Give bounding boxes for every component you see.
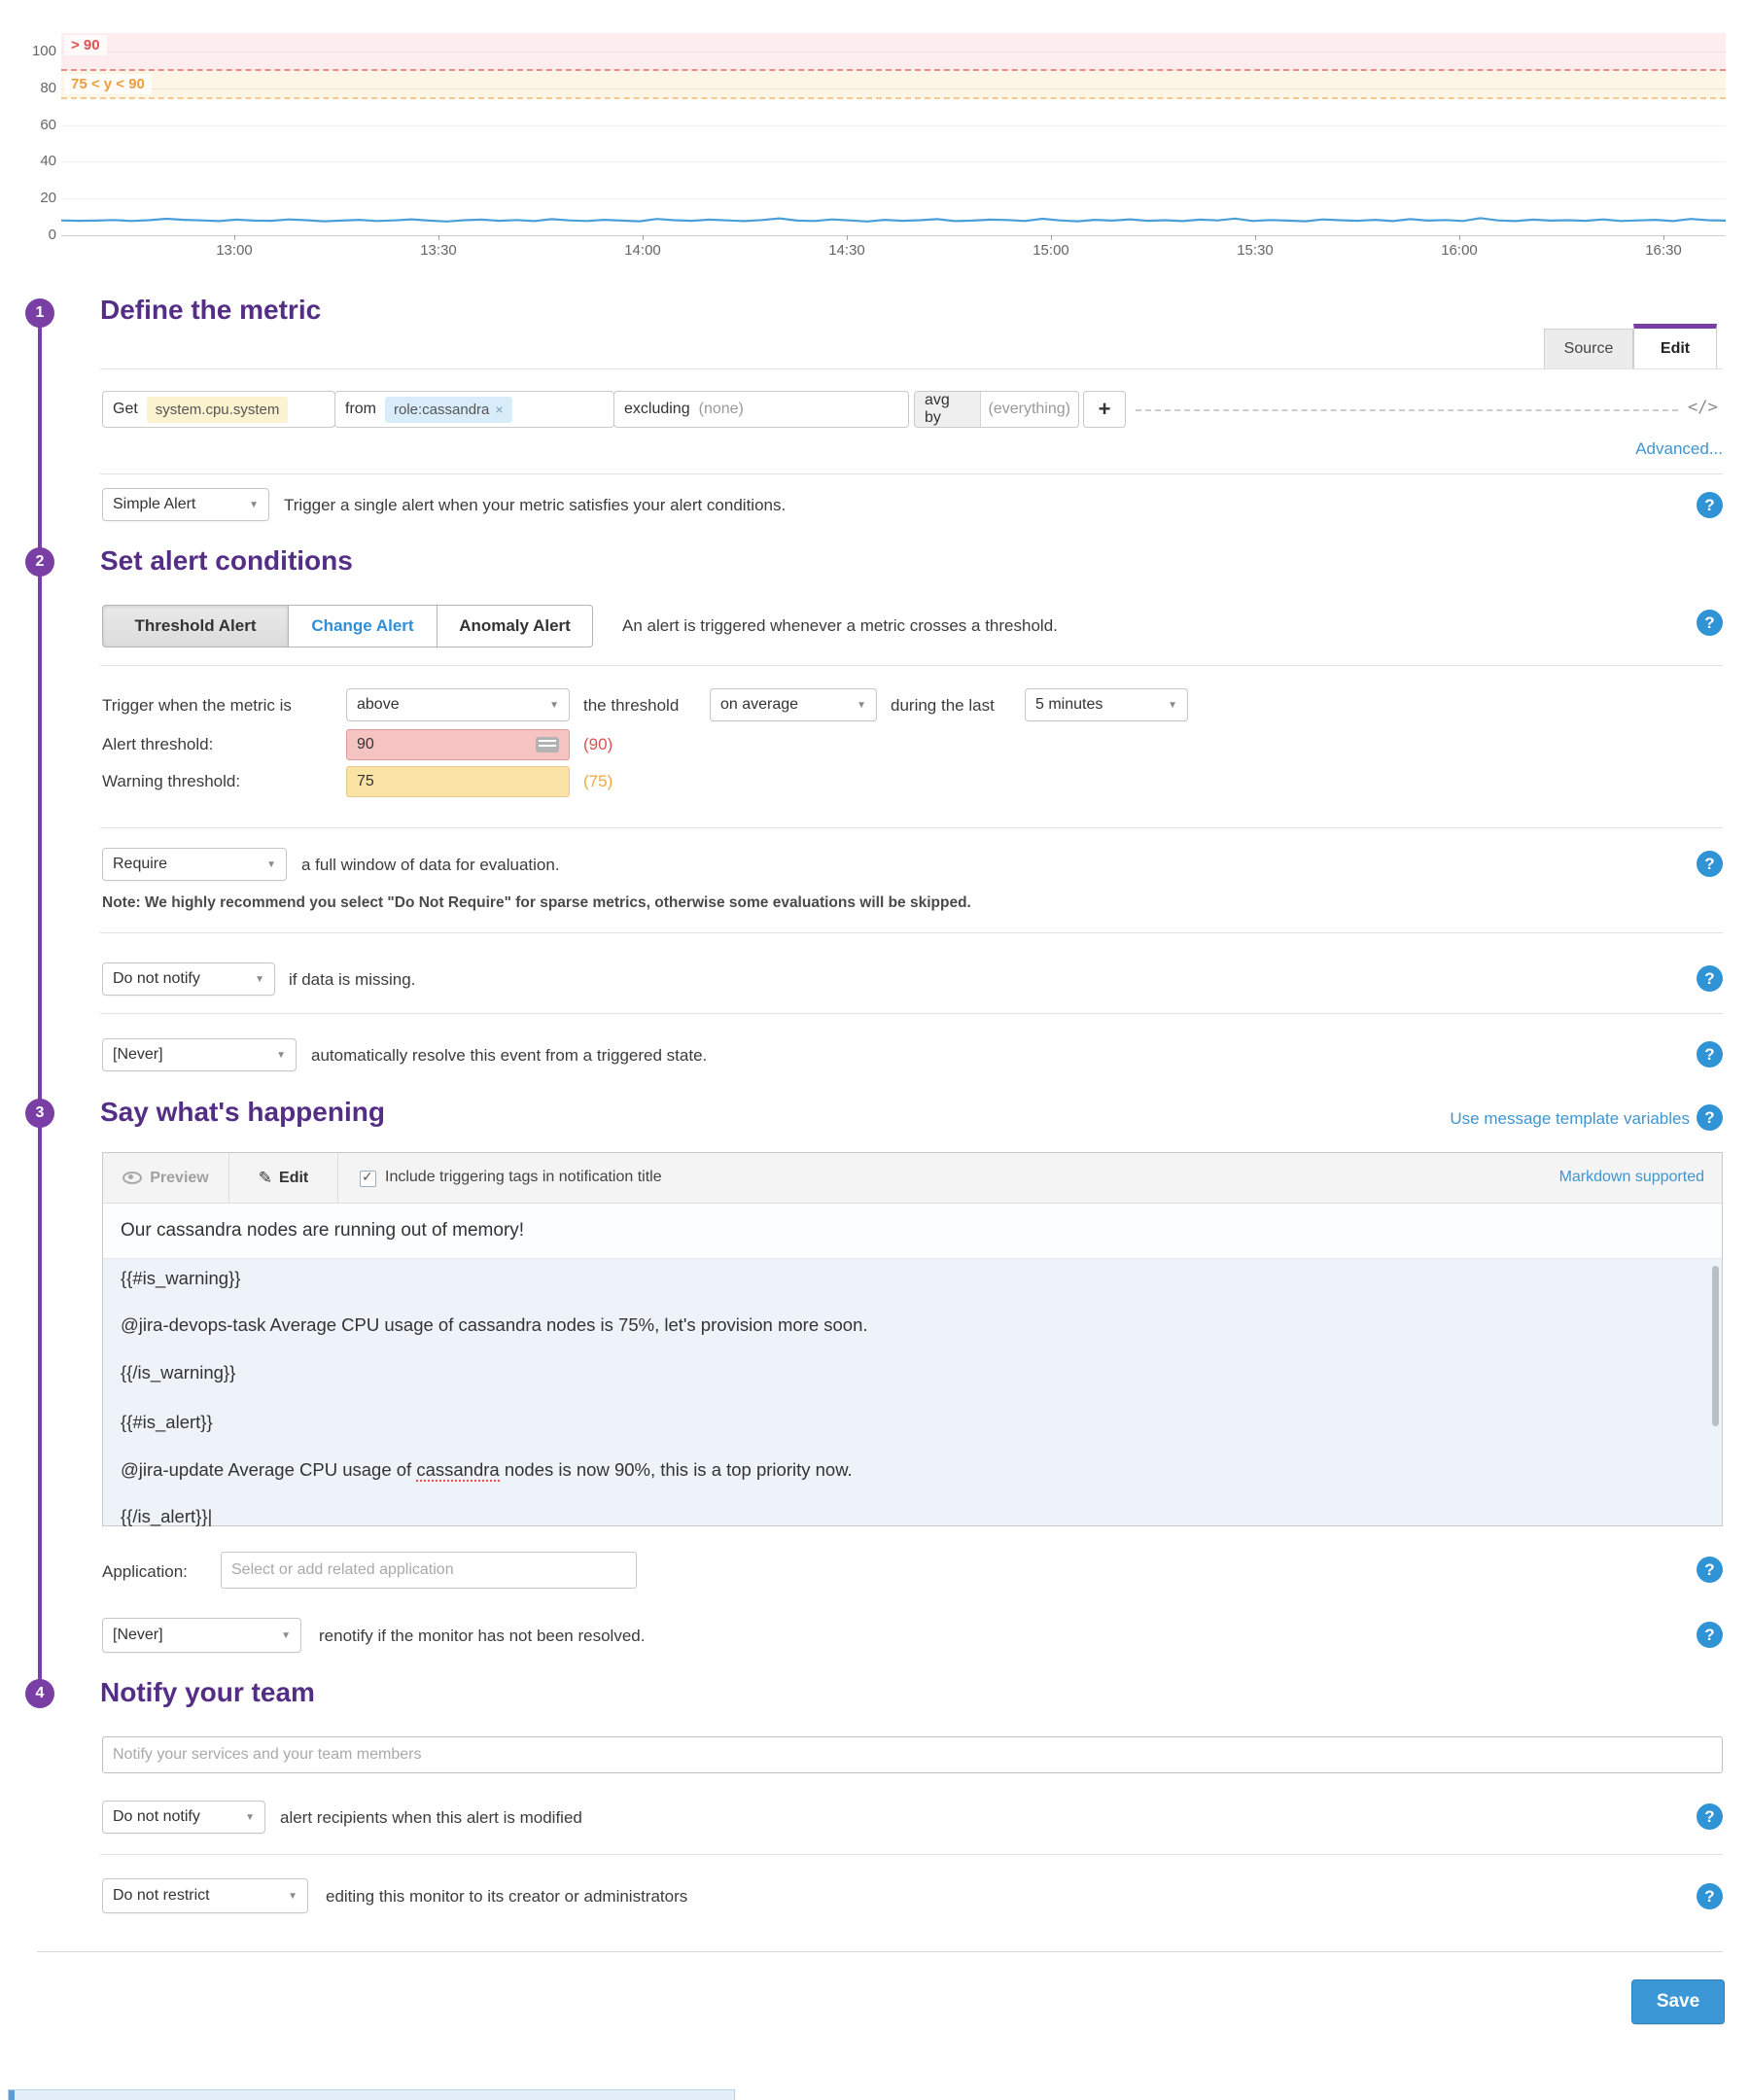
auto-resolve-select[interactable]: [Never] ▼ bbox=[102, 1038, 297, 1071]
markdown-supported-link[interactable]: Markdown supported bbox=[1558, 1169, 1704, 1185]
y-tick-label: 40 bbox=[40, 153, 56, 170]
restrict-editing-select[interactable]: Do not restrict ▼ bbox=[102, 1878, 308, 1913]
y-tick-label: 60 bbox=[40, 116, 56, 133]
y-tick-label: 0 bbox=[48, 227, 56, 243]
advanced-link[interactable]: Advanced... bbox=[1635, 439, 1723, 458]
message-body-scrollbar[interactable] bbox=[1712, 1266, 1719, 1426]
y-tick-label: 20 bbox=[40, 190, 56, 207]
pencil-icon: ✎ bbox=[258, 1168, 273, 1187]
notify-on-modify-help-icon[interactable]: ? bbox=[1697, 1803, 1723, 1830]
section-saywhat-title: Say what's happening bbox=[100, 1097, 385, 1127]
notify-divider bbox=[100, 1854, 1723, 1855]
x-tick-label: 13:30 bbox=[420, 242, 457, 259]
save-button[interactable]: Save bbox=[1631, 1979, 1725, 2024]
require-window-select[interactable]: Require ▼ bbox=[102, 848, 287, 881]
restrict-editing-help-icon[interactable]: ? bbox=[1697, 1883, 1723, 1909]
x-tick-label: 15:00 bbox=[1032, 242, 1069, 259]
misspelled-word: cassandra bbox=[416, 1459, 500, 1480]
conditions-divider-4 bbox=[100, 1013, 1723, 1014]
code-view-icon[interactable]: </> bbox=[1688, 398, 1718, 417]
message-toolbar bbox=[103, 1153, 1722, 1204]
message-body-line: @jira-update Average CPU usage of cassandra nodes is now 90%, this is a top priority now. bbox=[121, 1459, 853, 1480]
alert-threshold-input[interactable]: 90 bbox=[346, 729, 570, 760]
message-title-input[interactable]: Our cassandra nodes are running out of memory! bbox=[103, 1204, 1722, 1259]
renotify-text: renotify if the monitor has not been resolved. bbox=[319, 1627, 646, 1645]
step-4-badge: 4 bbox=[25, 1679, 54, 1708]
alert-mode-select[interactable]: Simple Alert ▼ bbox=[102, 488, 269, 521]
warning-threshold-label: Warning threshold: bbox=[102, 772, 241, 790]
tab-edit[interactable]: Edit bbox=[1633, 324, 1717, 369]
x-tick-label: 13:00 bbox=[216, 242, 253, 259]
edit-button[interactable]: ✎ Edit bbox=[229, 1153, 338, 1203]
cpu-series-line bbox=[61, 19, 1726, 238]
query-metric-box[interactable] bbox=[102, 391, 335, 428]
alert-threshold-label: Alert threshold: bbox=[102, 735, 214, 753]
y-tick-label: 80 bbox=[40, 79, 56, 96]
tab-change-alert[interactable]: Change Alert bbox=[289, 605, 438, 648]
preview-button[interactable]: Preview bbox=[103, 1153, 229, 1203]
alert-type-help-icon[interactable]: ? bbox=[1697, 610, 1723, 636]
template-variables-help-icon[interactable]: ? bbox=[1697, 1104, 1723, 1131]
query-excluding-box[interactable] bbox=[613, 391, 909, 428]
excluding-value: (none) bbox=[698, 401, 744, 417]
trigger-operator-select[interactable]: above ▼ bbox=[346, 688, 570, 721]
section-define-title: Define the metric bbox=[100, 295, 322, 325]
x-tick-label: 14:30 bbox=[828, 242, 865, 259]
metric-preview-chart bbox=[0, 0, 1750, 262]
message-body-line: @jira-devops-task Average CPU usage of cassandra nodes is 75%, let's provision more soon. bbox=[121, 1314, 868, 1335]
step-3-badge: 3 bbox=[25, 1099, 54, 1128]
query-connector bbox=[1136, 409, 1678, 411]
message-body-line: {{#is_alert}} bbox=[121, 1412, 213, 1432]
get-label: Get bbox=[113, 401, 138, 417]
tab-source[interactable]: Source bbox=[1544, 329, 1633, 369]
notify-on-modify-text: alert recipients when this alert is modified bbox=[280, 1808, 582, 1827]
section-notify-title: Notify your team bbox=[100, 1677, 315, 1707]
conditions-divider-2 bbox=[100, 827, 1723, 828]
renotify-select[interactable]: [Never] ▼ bbox=[102, 1618, 301, 1653]
warning-threshold-hint: (75) bbox=[583, 772, 613, 790]
metric-chip[interactable]: system.cpu.system bbox=[147, 397, 289, 423]
require-window-text: a full window of data for evaluation. bbox=[301, 856, 560, 874]
conditions-divider-1 bbox=[100, 665, 1723, 666]
add-query-button[interactable]: + bbox=[1083, 391, 1126, 428]
conditions-divider-3 bbox=[100, 932, 1723, 933]
alert-band-label: > 90 bbox=[64, 35, 107, 55]
auto-resolve-help-icon[interactable]: ? bbox=[1697, 1041, 1723, 1068]
missing-data-select[interactable]: Do not notify ▼ bbox=[102, 962, 275, 996]
aggregation-select[interactable]: on average ▼ bbox=[710, 688, 877, 721]
message-body-line: {{#is_warning}} bbox=[121, 1268, 241, 1288]
template-variables-link[interactable]: Use message template variables bbox=[1450, 1109, 1690, 1128]
scope-chip[interactable]: role:cassandra × bbox=[385, 397, 512, 423]
missing-data-help-icon[interactable]: ? bbox=[1697, 965, 1723, 992]
step-1-badge: 1 bbox=[25, 298, 54, 328]
x-tick-label: 15:30 bbox=[1237, 242, 1274, 259]
application-input[interactable]: Select or add related application bbox=[221, 1552, 637, 1589]
require-window-help-icon[interactable]: ? bbox=[1697, 851, 1723, 877]
notify-on-modify-select[interactable]: Do not notify ▼ bbox=[102, 1801, 265, 1834]
x-tick-label: 14:00 bbox=[624, 242, 661, 259]
message-body-line: {{/is_alert}}| bbox=[121, 1506, 213, 1526]
message-editor bbox=[102, 1152, 1723, 1526]
avgby-value: (everything) bbox=[988, 401, 1070, 417]
avgby-label: avg by bbox=[915, 392, 981, 427]
trigger-label: Trigger when the metric is bbox=[102, 696, 292, 715]
tabbar-divider bbox=[100, 368, 1723, 369]
include-tags-label[interactable]: Include triggering tags in notification title bbox=[385, 1169, 662, 1185]
status-bar-fragment bbox=[8, 2089, 735, 2100]
restrict-editing-text: editing this monitor to its creator or administrators bbox=[326, 1887, 688, 1906]
footer-divider bbox=[37, 1951, 1723, 1952]
renotify-help-icon[interactable]: ? bbox=[1697, 1622, 1723, 1648]
notify-recipients-input[interactable]: Notify your services and your team members bbox=[102, 1736, 1723, 1773]
chart-x-axis bbox=[61, 235, 1726, 236]
missing-data-text: if data is missing. bbox=[289, 970, 416, 989]
status-bar-pip bbox=[9, 2090, 15, 2100]
from-label: from bbox=[345, 401, 376, 417]
auto-resolve-text: automatically resolve this event from a triggered state. bbox=[311, 1046, 708, 1065]
window-select[interactable]: 5 minutes ▼ bbox=[1025, 688, 1188, 721]
message-body-line: {{/is_warning}} bbox=[121, 1362, 236, 1382]
alert-mode-text: Trigger a single alert when your metric satisfies your alert conditions. bbox=[284, 496, 787, 514]
message-body-textarea[interactable] bbox=[103, 1259, 1722, 1525]
x-tick-label: 16:00 bbox=[1441, 242, 1478, 259]
section-conditions-title: Set alert conditions bbox=[100, 545, 353, 576]
query-avgby-box[interactable] bbox=[914, 391, 1079, 428]
x-tick-label: 16:30 bbox=[1645, 242, 1682, 259]
remove-scope-icon[interactable]: × bbox=[495, 401, 504, 417]
tab-anomaly-alert[interactable]: Anomaly Alert bbox=[438, 605, 593, 648]
warning-threshold-input[interactable]: 75 bbox=[346, 766, 570, 797]
tab-threshold-alert[interactable]: Threshold Alert bbox=[102, 605, 289, 648]
query-scope-box[interactable] bbox=[334, 391, 614, 428]
application-help-icon[interactable]: ? bbox=[1697, 1557, 1723, 1583]
eye-icon bbox=[122, 1172, 142, 1184]
threshold-label: the threshold bbox=[583, 696, 680, 715]
y-tick-label: 100 bbox=[31, 43, 56, 59]
section1-divider bbox=[100, 473, 1723, 474]
step-2-badge: 2 bbox=[25, 547, 54, 577]
alert-type-description: An alert is triggered whenever a metric crosses a threshold. bbox=[622, 616, 1058, 635]
require-window-note: Note: We highly recommend you select "Do Not Require" for sparse metrics, otherwise some evaluations will be skipped. bbox=[102, 894, 971, 911]
include-tags-checkbox[interactable] bbox=[360, 1171, 376, 1192]
alert-mode-help-icon[interactable]: ? bbox=[1697, 492, 1723, 518]
during-label: during the last bbox=[891, 696, 995, 715]
numeric-pad-icon[interactable] bbox=[536, 737, 559, 752]
application-label: Application: bbox=[102, 1562, 188, 1581]
warning-band-label: 75 < y < 90 bbox=[64, 74, 152, 94]
step-rail bbox=[38, 313, 42, 1698]
excluding-label: excluding bbox=[624, 401, 690, 417]
alert-threshold-hint: (90) bbox=[583, 735, 613, 753]
